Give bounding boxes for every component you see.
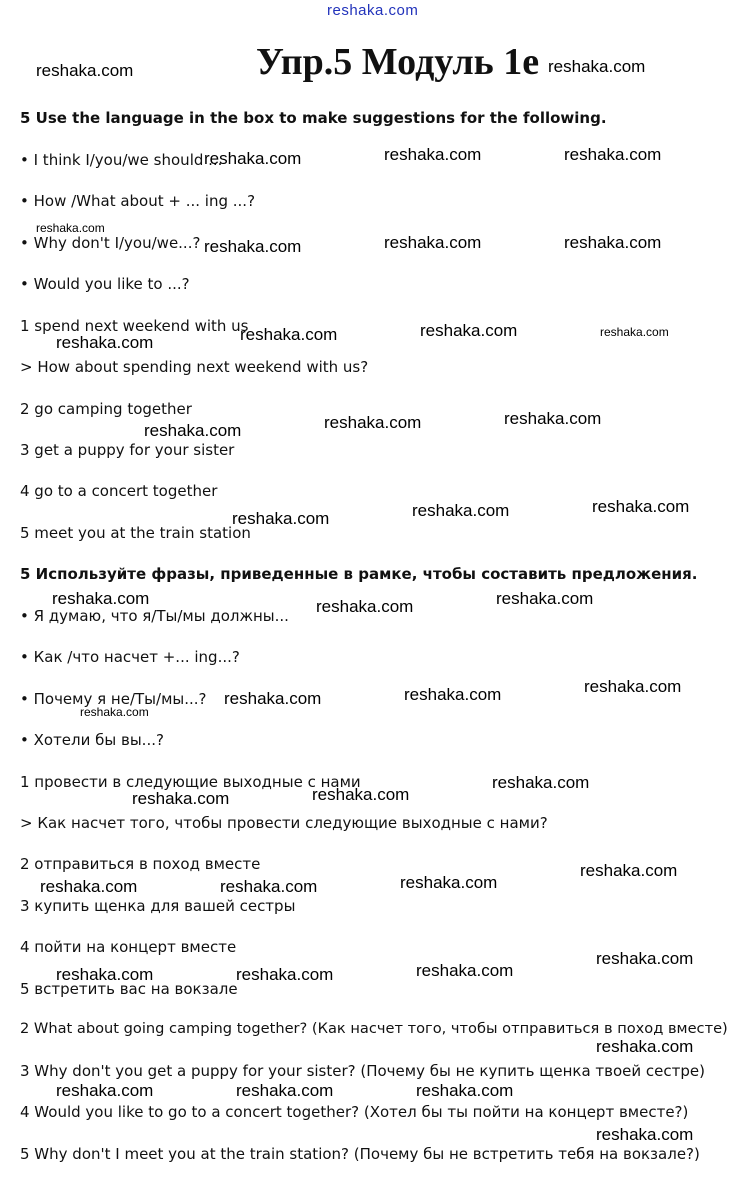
site-link[interactable]: reshaka.com [327, 2, 419, 19]
watermark: reshaka.com [600, 325, 669, 339]
watermark: reshaka.com [564, 233, 662, 252]
english-instruction: 5 Use the language in the box to make suggestions for the following. [20, 109, 607, 127]
watermark: reshaka.com [416, 961, 514, 980]
watermark: reshaka.com [420, 321, 518, 340]
watermark: reshaka.com [596, 1037, 694, 1056]
russian-instruction: 5 Используйте фразы, приведенные в рамке, чтобы составить предложения. [20, 565, 698, 583]
english-item: 3 get a puppy for your sister [20, 441, 235, 459]
watermark: reshaka.com [492, 773, 590, 792]
watermark: reshaka.com [240, 325, 338, 344]
watermark: reshaka.com [80, 705, 149, 719]
russian-phrase: • Я думаю, что я/Ты/мы должны... [20, 607, 289, 625]
watermark: reshaka.com [584, 677, 682, 696]
watermark: reshaka.com [548, 57, 646, 76]
answer-line: 5 Why don't I meet you at the train station? (Почему бы не встретить тебя на вокзале?) [20, 1145, 700, 1163]
watermark: reshaka.com [312, 785, 410, 804]
watermark: reshaka.com [596, 1125, 694, 1144]
watermark: reshaka.com [232, 509, 330, 528]
russian-phrase: • Почему я не/Ты/мы...? [20, 690, 207, 708]
watermark: reshaka.com [224, 689, 322, 708]
watermark: reshaka.com [204, 149, 302, 168]
watermark: reshaka.com [384, 233, 482, 252]
watermark: reshaka.com [384, 145, 482, 164]
answer-line: 2 What about going camping together? (Как насчет того, чтобы отправиться в поход вместе) [20, 1020, 728, 1037]
english-phrase: • How /What about + ... ing ...? [20, 192, 256, 210]
watermark: reshaka.com [220, 877, 318, 896]
english-item: 4 go to a concert together [20, 482, 218, 500]
watermark: reshaka.com [36, 221, 105, 235]
answer-line: 3 Why don't you get a puppy for your sister? (Почему бы не купить щенка твоей сестре) [20, 1062, 705, 1080]
russian-item: 2 отправиться в поход вместе [20, 855, 261, 873]
russian-item: 4 пойти на концерт вместе [20, 938, 237, 956]
russian-example: > Как насчет того, чтобы провести следующие выходные с нами? [20, 814, 548, 832]
watermark: reshaka.com [580, 861, 678, 880]
watermark: reshaka.com [400, 873, 498, 892]
english-phrase: • Would you like to ...? [20, 275, 190, 293]
english-item: 2 go camping together [20, 400, 192, 418]
english-phrase: • I think I/you/we should ... [20, 151, 223, 169]
russian-item: 5 встретить вас на вокзале [20, 980, 238, 998]
answer-line: 4 Would you like to go to a concert together? (Хотел бы ты пойти на концерт вместе?) [20, 1103, 689, 1121]
watermark: reshaka.com [592, 497, 690, 516]
watermark: reshaka.com [204, 237, 302, 256]
english-item: 1 spend next weekend with us [20, 317, 249, 335]
russian-phrase: • Хотели бы вы...? [20, 731, 164, 749]
english-example: > How about spending next weekend with us? [20, 358, 369, 376]
watermark: reshaka.com [404, 685, 502, 704]
watermark: reshaka.com [236, 965, 334, 984]
watermark: reshaka.com [40, 877, 138, 896]
watermark: reshaka.com [412, 501, 510, 520]
watermark: reshaka.com [564, 145, 662, 164]
watermark: reshaka.com [52, 589, 150, 608]
watermark: reshaka.com [324, 413, 422, 432]
watermark: reshaka.com [56, 1081, 154, 1100]
page-title: Упр.5 Модуль 1e [256, 41, 540, 83]
watermark: reshaka.com [316, 597, 414, 616]
watermark: reshaka.com [596, 949, 694, 968]
russian-phrase: • Как /что насчет +... ing...? [20, 648, 240, 666]
watermark: reshaka.com [496, 589, 594, 608]
watermark: reshaka.com [132, 789, 230, 808]
watermark: reshaka.com [56, 333, 154, 352]
english-phrase: • Why don't I/you/we...? [20, 234, 201, 252]
watermark: reshaka.com [36, 61, 134, 80]
english-item: 5 meet you at the train station [20, 524, 251, 542]
watermark: reshaka.com [416, 1081, 514, 1100]
watermark: reshaka.com [56, 965, 154, 984]
watermark: reshaka.com [504, 409, 602, 428]
russian-item: 3 купить щенка для вашей сестры [20, 897, 296, 915]
watermark: reshaka.com [144, 421, 242, 440]
russian-item: 1 провести в следующие выходные с нами [20, 773, 361, 791]
watermark: reshaka.com [236, 1081, 334, 1100]
